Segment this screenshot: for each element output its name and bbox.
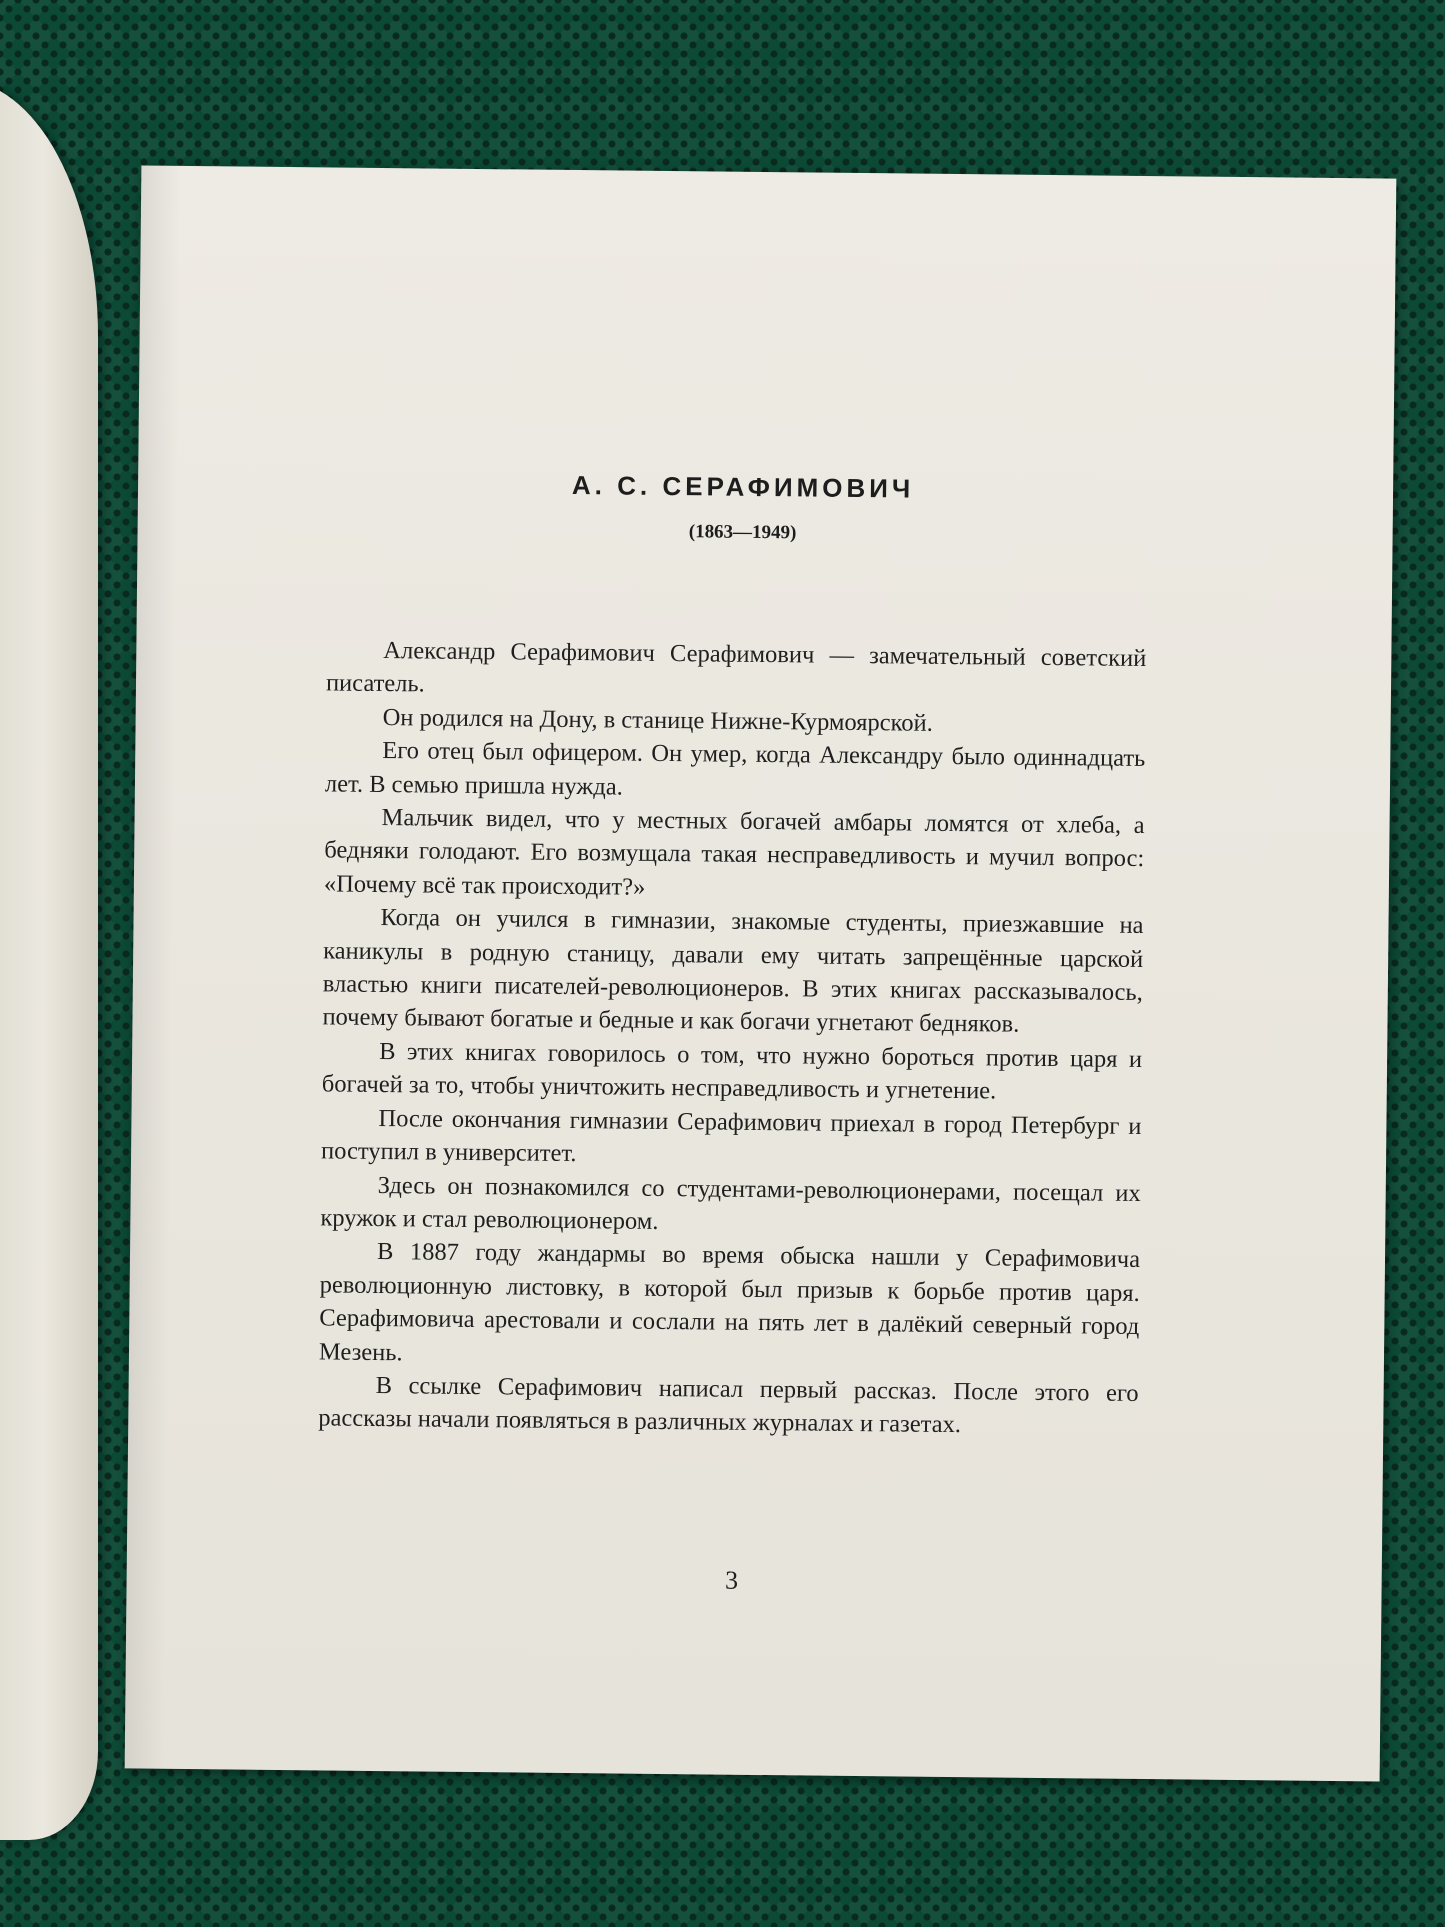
paragraph: Александр Серафимович Серафимович — замечательный советский писатель. — [325, 637, 1147, 698]
paragraph: Когда он учился в гимназии, знакомые студенты, приезжавшие на каникулы в родную станицу, давали ему читать запрещённые царской властью книги писателей-революционеров. В этих книгах рассказывалось, почему бывают богатые и бедные и как богачи угнетают бедняков. — [322, 904, 1144, 1039]
book-page — [125, 165, 1397, 1781]
paragraph: В этих книгах говорилось о том, что нужно бороться против царя и богачей за то, чтобы уничтожить несправедливость и угнетение. — [321, 1037, 1143, 1105]
page-number: 3 — [724, 1565, 739, 1595]
page-title: А. С. СЕРАФИМОВИЧ — [571, 469, 915, 504]
paragraph: Здесь он познакомился со студентами-революционерами, посещал их кружок и стал революционером. — [320, 1171, 1141, 1235]
paragraph: После окончания гимназии Серафимович приехал в город Петербург и поступил в университет. — [320, 1104, 1142, 1168]
paragraph: Он родился на Дону, в станице Нижне-Курмоярской. — [382, 703, 933, 737]
life-years: (1863—1949) — [688, 521, 797, 544]
paragraph: Мальчик видел, что у местных богачей амбары ломятся от хлеба, а бедняки голодают. Его возмущала такая несправедливость и мучил вопрос: «Почему всё так происходит?» — [323, 804, 1145, 901]
previous-page-edge — [0, 80, 98, 1840]
paragraph: В ссылке Серафимович написал первый рассказ. После этого его рассказы начали появляться в различных журналах и газетах. — [318, 1371, 1139, 1439]
paragraph: Его отец был офицером. Он умер, когда Александру было одиннадцать лет. В семью пришла нужда. — [324, 737, 1146, 801]
body-text — [318, 633, 1146, 1443]
paragraph: В 1887 году жандармы во время обыска нашли у Серафимовича революционную листовку, в которой был призыв к борьбе против царя. Серафимовича арестовали и сослали на пять лет в далёкий северный город Мезень. — [318, 1238, 1141, 1366]
